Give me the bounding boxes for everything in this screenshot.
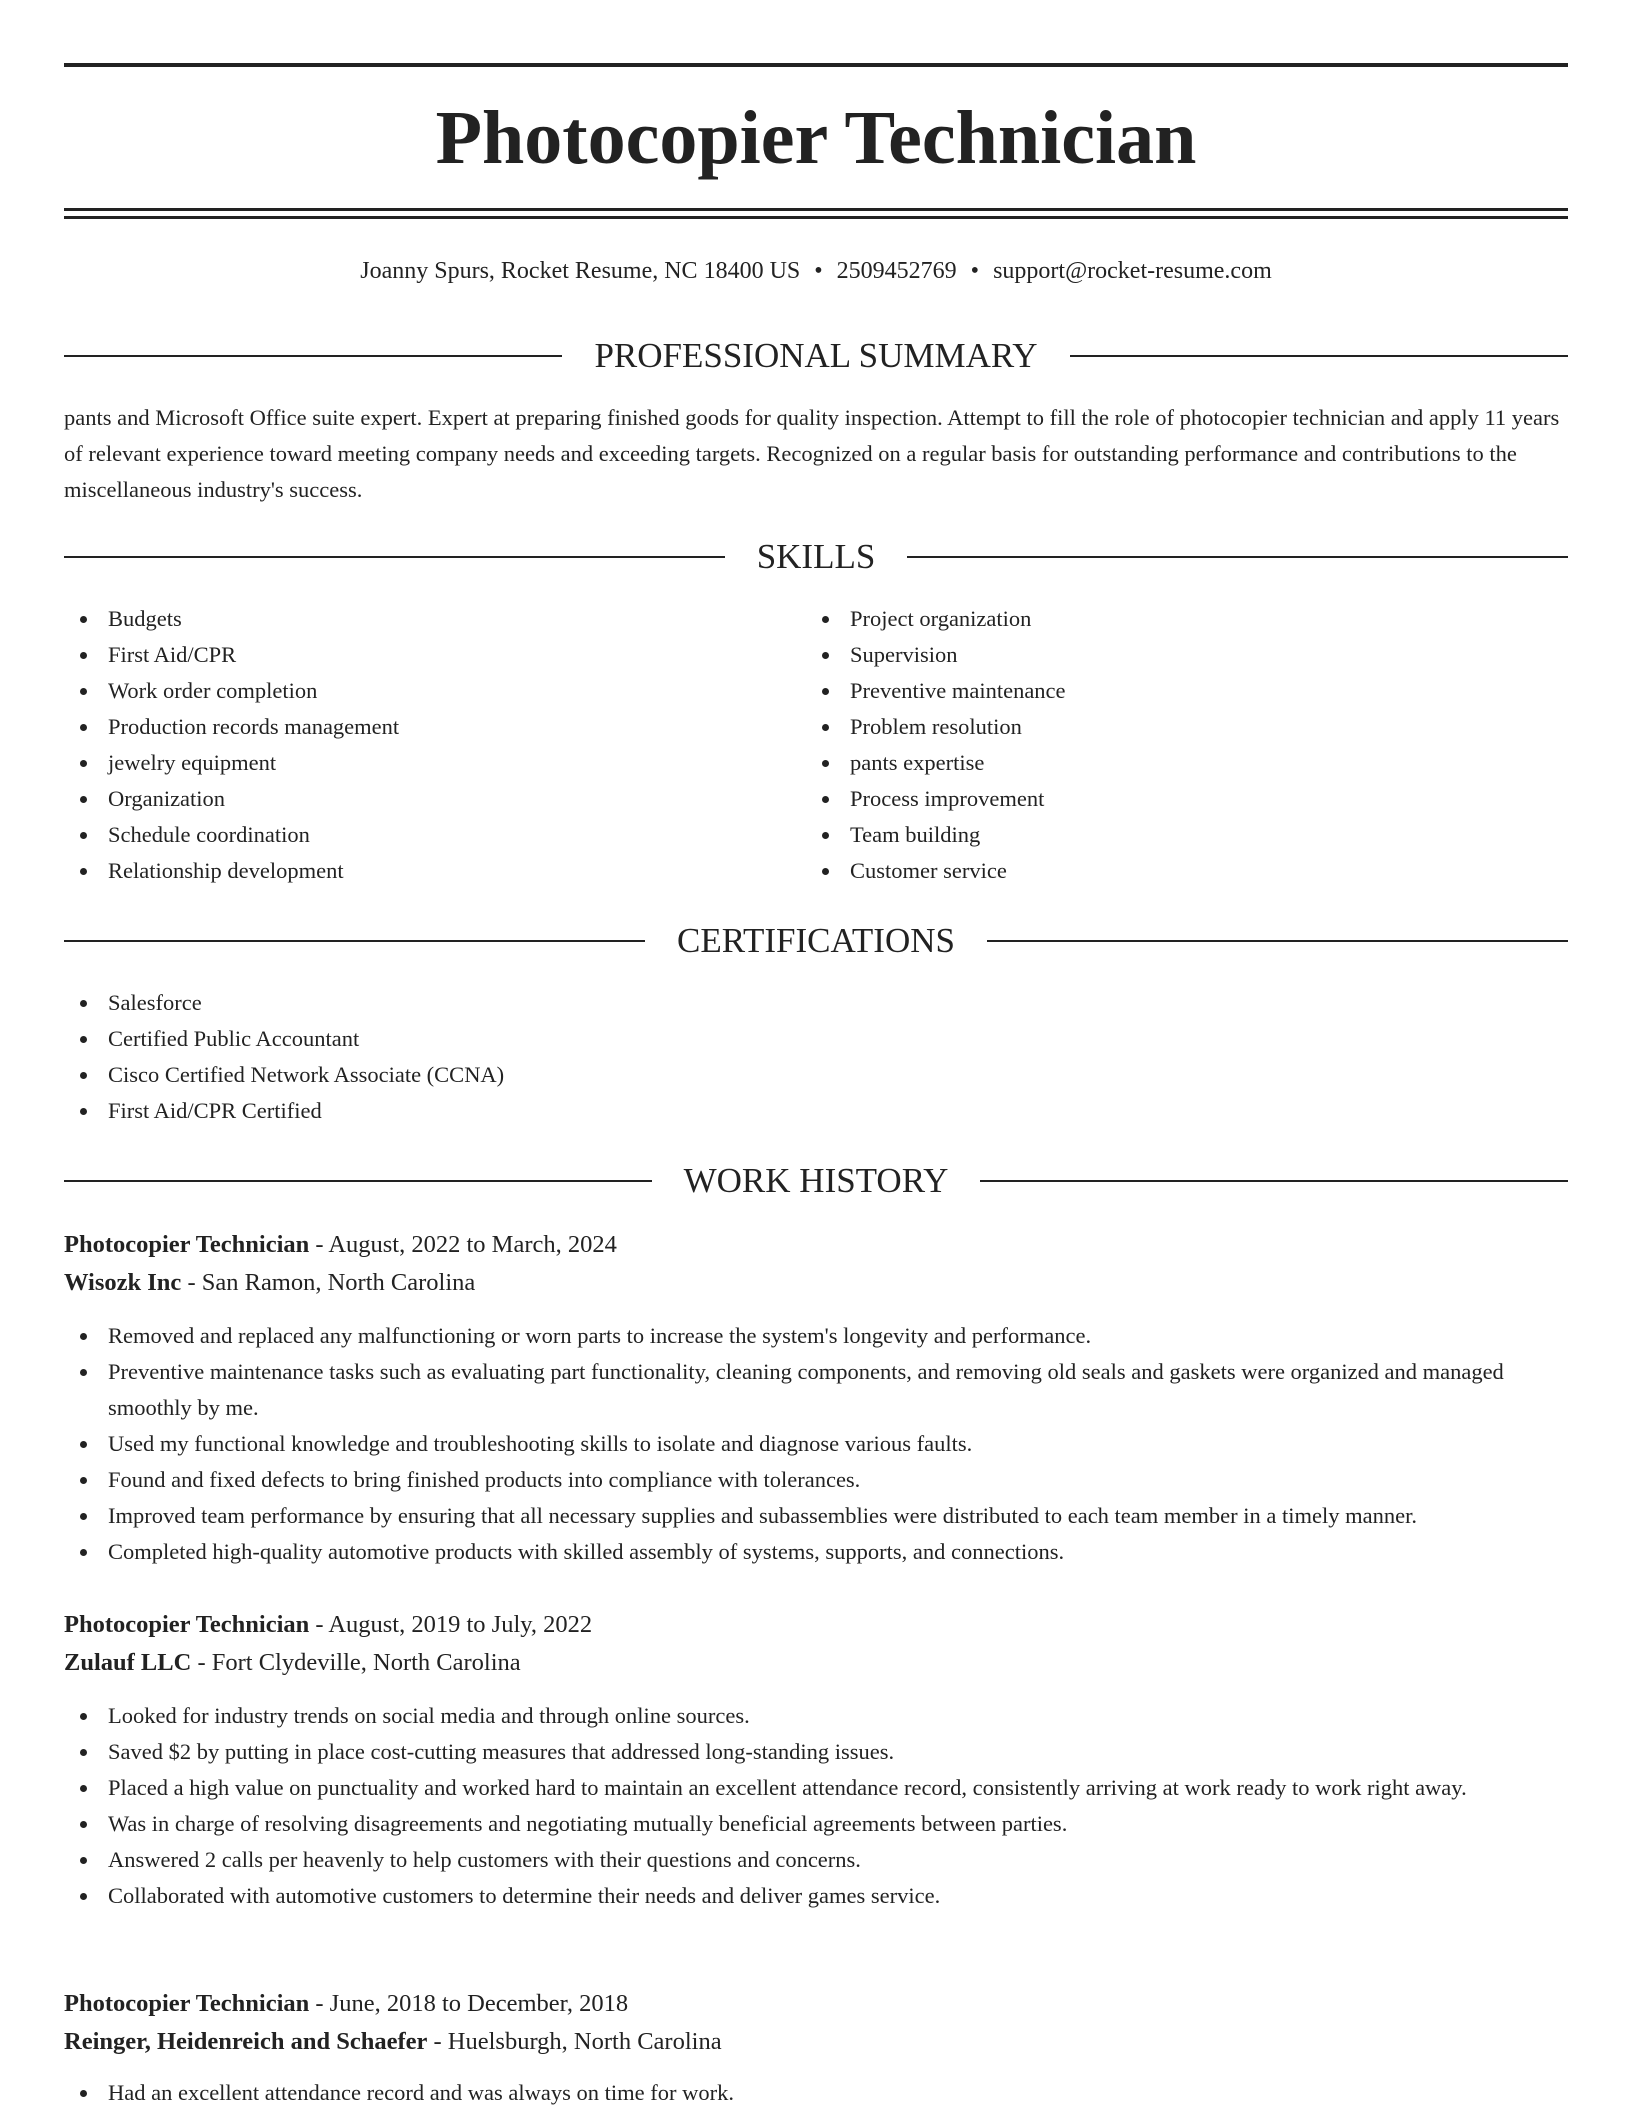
contact-separator: • xyxy=(970,258,980,284)
contact-address: Joanny Spurs, Rocket Resume, NC 18400 US xyxy=(360,258,801,284)
job-bullet: Improved team performance by ensuring that all necessary supplies and subassemblies were distributed to each team member in a timely manner. xyxy=(64,1498,1568,1534)
contact-line xyxy=(64,254,1568,288)
skill-item: Problem resolution xyxy=(806,709,1546,745)
job-bullet: Placed a high value on punctuality and worked hard to maintain an excellent attendance record, consistently arriving at work ready to work right away. xyxy=(64,1770,1568,1806)
skill-item: Budgets xyxy=(64,601,804,637)
divider xyxy=(64,1180,652,1182)
job-bullet: Preventive maintenance tasks such as evaluating part functionality, cleaning components, and removing old seals and gaskets were organized and managed smoothly by me. xyxy=(64,1354,1568,1426)
contact-phone: 2509452769 xyxy=(836,258,957,284)
skills-list-left xyxy=(64,601,804,889)
skill-item: Schedule coordination xyxy=(64,817,804,853)
resume-name: Photocopier Technician xyxy=(435,96,1197,180)
divider xyxy=(907,556,1568,558)
section-title: WORK HISTORY xyxy=(683,1161,949,1200)
divider xyxy=(1070,355,1568,357)
job-location: - San Ramon, North Carolina xyxy=(181,1269,476,1296)
section-title: PROFESSIONAL SUMMARY xyxy=(594,336,1038,375)
certification-item: Salesforce xyxy=(64,985,1568,1021)
job-dates: - August, 2019 to July, 2022 xyxy=(309,1611,593,1638)
contact-separator: • xyxy=(814,258,823,284)
job-bullet: Had an excellent attendance record and was always on time for work. xyxy=(64,2075,1568,2111)
skill-item: pants expertise xyxy=(806,745,1546,781)
header-double-rule-lower xyxy=(64,216,1568,219)
section-heading-summary xyxy=(64,336,1568,376)
contact-email: support@rocket-resume.com xyxy=(993,258,1272,284)
job-bullet: Saved $2 by putting in place cost-cutting measures that addressed long-standing issues. xyxy=(64,1734,1568,1770)
skill-item: Customer service xyxy=(806,853,1546,889)
skills-list-right xyxy=(806,601,1546,889)
job-entry xyxy=(64,1606,1568,1914)
section-heading-skills xyxy=(64,537,1568,577)
job-title: Photocopier Technician xyxy=(64,1231,310,1258)
divider xyxy=(980,1180,1568,1182)
divider xyxy=(64,940,645,942)
skill-item: First Aid/CPR xyxy=(64,637,804,673)
job-dates: - June, 2018 to December, 2018 xyxy=(309,1990,629,2017)
divider xyxy=(64,556,725,558)
job-bullet: Used my functional knowledge and troubleshooting skills to isolate and diagnose various faults. xyxy=(64,1426,1568,1462)
section-heading-certifications xyxy=(64,921,1568,961)
section-title: SKILLS xyxy=(756,537,876,576)
section-heading-work-history xyxy=(64,1161,1568,1201)
job-bullet: Was in charge of resolving disagreements and negotiating mutually beneficial agreements between parties. xyxy=(64,1806,1568,1842)
skill-item: Production records management xyxy=(64,709,804,745)
certifications-list xyxy=(64,985,1568,1129)
skill-item: Team building xyxy=(806,817,1546,853)
job-company-line xyxy=(64,2023,1568,2061)
skill-item: Project organization xyxy=(806,601,1546,637)
job-entry xyxy=(64,1226,1568,1570)
divider xyxy=(987,940,1568,942)
job-company-line xyxy=(64,1644,1568,1682)
section-title: CERTIFICATIONS xyxy=(677,921,955,960)
job-title: Photocopier Technician xyxy=(64,1611,310,1638)
job-company-line xyxy=(64,1264,1568,1302)
job-bullet: Completed high-quality automotive products with skilled assembly of systems, supports, and connections. xyxy=(64,1534,1568,1570)
skill-item: Process improvement xyxy=(806,781,1546,817)
job-bullet: Collaborated with automotive customers to determine their needs and deliver games service. xyxy=(64,1878,1568,1914)
certification-item: First Aid/CPR Certified xyxy=(64,1093,1568,1129)
job-bullets xyxy=(64,2075,1568,2111)
divider xyxy=(64,355,562,357)
skill-item: Preventive maintenance xyxy=(806,673,1546,709)
job-bullet: Looked for industry trends on social media and through online sources. xyxy=(64,1698,1568,1734)
job-entry xyxy=(64,1985,1568,2111)
job-bullet: Answered 2 calls per heavenly to help customers with their questions and concerns. xyxy=(64,1842,1568,1878)
header-double-rule-upper xyxy=(64,208,1568,211)
certification-item: Cisco Certified Network Associate (CCNA) xyxy=(64,1057,1568,1093)
job-location: - Huelsburgh, North Carolina xyxy=(427,2028,722,2055)
job-company: Zulauf LLC xyxy=(64,1649,192,1676)
job-bullets xyxy=(64,1318,1568,1570)
job-company: Reinger, Heidenreich and Schaefer xyxy=(64,2028,428,2055)
skill-item: Work order completion xyxy=(64,673,804,709)
header-top-rule xyxy=(64,63,1568,67)
skill-item: Supervision xyxy=(806,637,1546,673)
job-bullets xyxy=(64,1698,1568,1914)
job-title-line xyxy=(64,1226,1568,1264)
skill-item: Relationship development xyxy=(64,853,804,889)
job-title: Photocopier Technician xyxy=(64,1990,310,2017)
job-company: Wisozk Inc xyxy=(64,1269,182,1296)
job-bullet: Found and fixed defects to bring finished products into compliance with tolerances. xyxy=(64,1462,1568,1498)
certification-item: Certified Public Accountant xyxy=(64,1021,1568,1057)
skill-item: Organization xyxy=(64,781,804,817)
job-title-line xyxy=(64,1606,1568,1644)
skill-item: jewelry equipment xyxy=(64,745,804,781)
job-dates: - August, 2022 to March, 2024 xyxy=(309,1231,617,1258)
job-location: - Fort Clydeville, North Carolina xyxy=(191,1649,521,1676)
job-title-line xyxy=(64,1985,1568,2023)
job-bullet: Removed and replaced any malfunctioning or worn parts to increase the system's longevity and performance. xyxy=(64,1318,1568,1354)
summary-text: pants and Microsoft Office suite expert. Expert at preparing finished goods for quality inspection. Attempt to fill the role of photocopier technician and apply 11 years of relevant experience toward meeting company needs and exceeding targets. Recognized on a regular basis for outstanding performance and contributions to the miscellaneous industry's success. xyxy=(64,405,1560,502)
